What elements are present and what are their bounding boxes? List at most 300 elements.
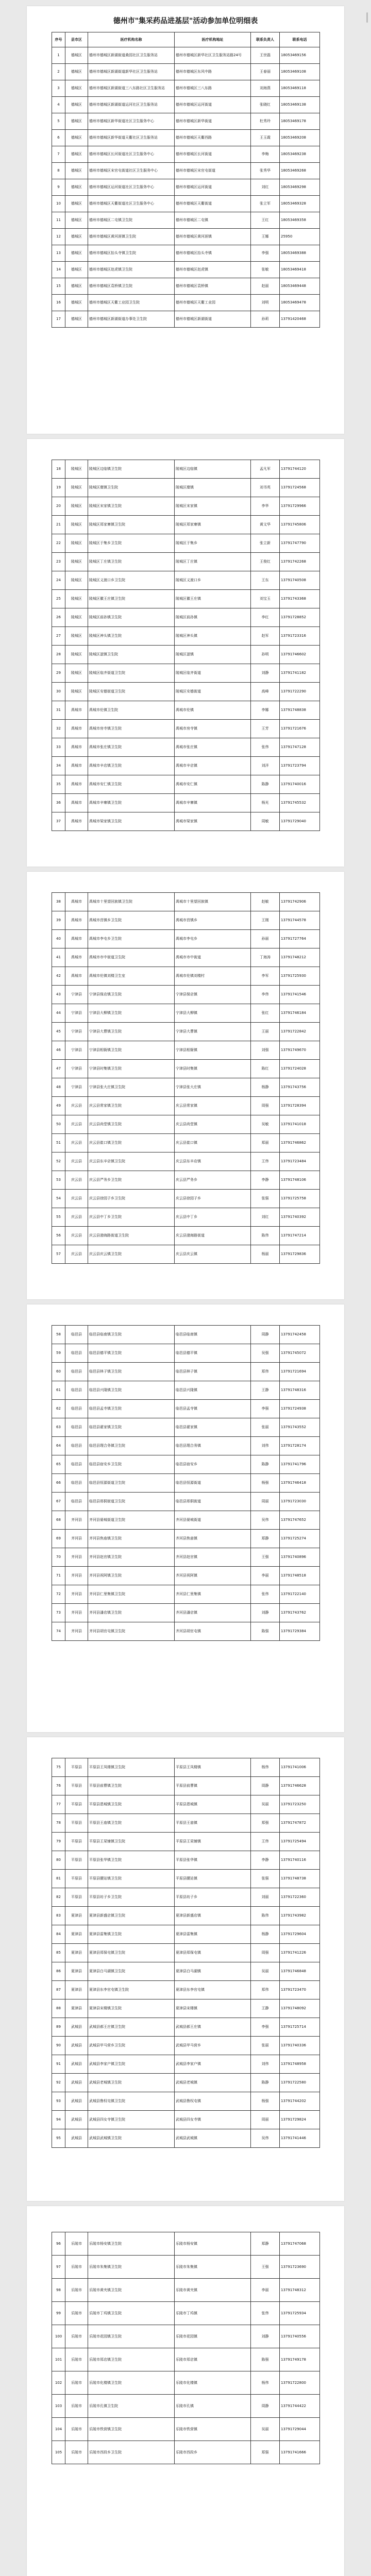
row-index: 52: [52, 1153, 65, 1171]
row-index: 100: [52, 2325, 65, 2348]
institution-name: 陵城区丁庄镇卫生院: [88, 553, 175, 571]
row-index: 54: [52, 1190, 65, 1208]
row-index: 48: [52, 1078, 65, 1097]
table-row: [52, 278, 320, 295]
contact-phone: 13791742458: [280, 1326, 320, 1344]
district: 平原县: [65, 1814, 88, 1833]
row-index: 40: [52, 930, 65, 948]
district: 德城区: [65, 113, 88, 130]
row-index: 73: [52, 1604, 65, 1622]
institution-name: 齐河县晏城街道卫生院: [88, 1511, 175, 1530]
contact-person: 周丽: [251, 1493, 280, 1511]
institution-address: 德州市德城区新华街道: [175, 113, 251, 130]
institution-name: 陵城区郑家寨镇卫生院: [88, 516, 175, 534]
institution-name: 乐陵市化楼镇卫生院: [88, 2371, 175, 2395]
table-row: [52, 1622, 320, 1641]
scrollbar-thumb[interactable]: [366, 12, 368, 23]
institution-name: 宁津县保店镇卫生院: [88, 986, 175, 1004]
table-row: [52, 646, 320, 664]
contact-person: 赵丽: [251, 278, 280, 295]
institution-name: 禹城市梁家镇卫生院: [88, 812, 175, 831]
institution-name: 庆云县东辛店镇卫生院: [88, 1153, 175, 1171]
contact-person: 张丽: [251, 2037, 280, 2055]
row-index: 87: [52, 1981, 65, 1999]
table-row: [52, 1245, 320, 1264]
contact-person: 张伟: [251, 1585, 280, 1604]
contact-phone: 13791724568: [280, 479, 320, 497]
table-row: [52, 1418, 320, 1437]
table-row: [52, 948, 320, 967]
institution-name: 德州市德城区抬头寺镇卫生院: [88, 245, 175, 262]
district: 禹城市: [65, 911, 88, 930]
contact-phone: 13791747068: [280, 2232, 320, 2256]
institution-address: 陵城区丁庄镇: [175, 553, 251, 571]
table-row: [52, 1851, 320, 1870]
contact-phone: 13791741796: [280, 1455, 320, 1474]
row-index: 85: [52, 1944, 65, 1962]
institution-address: 德州市德城区黄河涯镇: [175, 229, 251, 245]
document-page-6: [27, 2206, 344, 2576]
institution-address: 临邑县德平镇: [175, 1344, 251, 1363]
institution-address: 平原县坊子乡: [175, 1888, 251, 1907]
table-row: [52, 1400, 320, 1418]
row-index: 27: [52, 627, 65, 646]
contact-phone: 13791725274: [280, 1530, 320, 1548]
district: 乐陵市: [65, 2325, 88, 2348]
contact-phone: 13791723316: [280, 627, 320, 646]
institution-name: 德州市德城区新华街道社区卫生服务中心: [88, 113, 175, 130]
institution-address: 乐陵市黄夹镇: [175, 2279, 251, 2302]
district: 庆云县: [65, 1227, 88, 1245]
district: 临邑县: [65, 1437, 88, 1455]
table-row: [52, 311, 320, 328]
table-row: [52, 571, 320, 590]
table-row: [52, 97, 320, 113]
column-header: 县市区: [65, 32, 88, 47]
institution-name: 陵城区滋镇卫生院: [88, 646, 175, 664]
table-row: [52, 2418, 320, 2441]
district: 禹城市: [65, 757, 88, 775]
institution-address: 德州市德城区天衢工业园: [175, 295, 251, 311]
institution-address: 宁津县保店镇: [175, 986, 251, 1004]
district: 陵城区: [65, 683, 88, 701]
row-index: 81: [52, 1870, 65, 1888]
table-row: [52, 497, 320, 516]
institution-address: 德州市德城区新湖街道: [175, 311, 251, 328]
institution-address: 禹城市辛寨镇: [175, 794, 251, 812]
row-index: 49: [52, 1097, 65, 1115]
row-index: 28: [52, 646, 65, 664]
contact-person: 杨光: [251, 794, 280, 812]
contact-phone: 13791748518: [280, 1567, 320, 1585]
district: 临邑县: [65, 1418, 88, 1437]
row-index: 25: [52, 590, 65, 608]
district: 德城区: [65, 130, 88, 146]
institution-address: 禹城市房寺镇: [175, 720, 251, 738]
district: 德城区: [65, 47, 88, 64]
institution-address: 武城县老城镇: [175, 2074, 251, 2092]
table-row: [52, 2074, 320, 2092]
contact-person: 王娜: [251, 229, 280, 245]
institution-address: 平原县王杲铺镇: [175, 1833, 251, 1851]
row-index: 86: [52, 1962, 65, 1981]
institution-address: 庆云县东辛店镇: [175, 1153, 251, 1171]
institution-name: 临邑县林子镇卫生院: [88, 1363, 175, 1381]
district: 乐陵市: [65, 2232, 88, 2256]
contact-person: 陈伟: [251, 1227, 280, 1245]
table-row: [52, 460, 320, 479]
institution-address: 武城县武城镇: [175, 2129, 251, 2148]
table-row: [52, 534, 320, 553]
contact-phone: 13791420468: [280, 311, 320, 328]
table-row: [52, 1925, 320, 1944]
district: 宁津县: [65, 1023, 88, 1041]
contact-phone: 13791727764: [280, 930, 320, 948]
contact-person: 陈静: [251, 2074, 280, 2092]
institution-name: 武城县郝王庄镇卫生院: [88, 2018, 175, 2037]
row-index: 42: [52, 967, 65, 986]
contact-person: 王静: [251, 1999, 280, 2018]
district: 平原县: [65, 1777, 88, 1795]
district: 宁津县: [65, 1004, 88, 1023]
contact-person: 赵敏: [251, 893, 280, 911]
district: 武城县: [65, 2129, 88, 2148]
row-index: 65: [52, 1455, 65, 1474]
contact-person: 郑伟: [251, 1981, 280, 1999]
district: 乐陵市: [65, 2395, 88, 2418]
institution-address: 禹城市十里望回族镇: [175, 893, 251, 911]
contact-phone: 18053469388: [280, 245, 320, 262]
table-row: [52, 2302, 320, 2325]
district: 平原县: [65, 1795, 88, 1814]
row-index: 24: [52, 571, 65, 590]
row-index: 68: [52, 1511, 65, 1530]
institution-name: 德州市德城区黄河涯镇卫生院: [88, 229, 175, 245]
district: 庆云县: [65, 1097, 88, 1115]
district: 德城区: [65, 163, 88, 179]
institution-address: 乐陵市朱集镇: [175, 2256, 251, 2279]
institution-name: 禹城市李屯乡卫生院: [88, 930, 175, 948]
contact-person: 周静: [251, 1326, 280, 1344]
table-row: [52, 1870, 320, 1888]
contact-person: 吴丽: [251, 2418, 280, 2441]
participant-table-page-3: [52, 892, 320, 1264]
institution-name: 夏津县东李官屯镇卫生院: [88, 1981, 175, 1999]
table-row: [52, 1023, 320, 1041]
row-index: 61: [52, 1381, 65, 1400]
participant-table-page-2: [52, 460, 320, 831]
contact-phone: 13791747652: [280, 1511, 320, 1530]
table-row: [52, 1511, 320, 1530]
institution-name: 乐陵市孔镇卫生院: [88, 2395, 175, 2418]
institution-address: 临邑县兴隆镇: [175, 1381, 251, 1400]
contact-phone: 13791723470: [280, 1981, 320, 1999]
institution-address: 武城县甲马营乡: [175, 2037, 251, 2055]
institution-name: 禹城市莒镇乡卫生院: [88, 911, 175, 930]
contact-phone: 18053469138: [280, 97, 320, 113]
contact-person: 刘静: [251, 2325, 280, 2348]
row-index: 36: [52, 794, 65, 812]
contact-person: 郑静: [251, 1530, 280, 1548]
institution-name: 临邑县宿安乡卫生院: [88, 1455, 175, 1474]
contact-person: 杨静: [251, 1078, 280, 1097]
district: 临邑县: [65, 1363, 88, 1381]
institution-name: 禹城市房寺镇卫生院: [88, 720, 175, 738]
district: 禹城市: [65, 794, 88, 812]
contact-person: 刘洋: [251, 757, 280, 775]
document-page-4: [27, 1304, 344, 1732]
contact-person: 周敏: [251, 812, 280, 831]
institution-address: 齐河县潘店镇: [175, 1604, 251, 1622]
institution-name: 乐陵市铁营镇卫生院: [88, 2418, 175, 2441]
district: 禹城市: [65, 812, 88, 831]
district: 夏津县: [65, 1925, 88, 1944]
institution-name: 武城县武城镇卫生院: [88, 2129, 175, 2148]
institution-name: 禹城市辛店镇卫生院: [88, 757, 175, 775]
contact-phone: 18053469208: [280, 130, 320, 146]
institution-address: 陵城区前孙镇: [175, 608, 251, 627]
column-header: 联系负责人: [251, 32, 280, 47]
contact-person: 丁海涛: [251, 948, 280, 967]
table-row: [52, 720, 320, 738]
institution-address: 德州市德城区赵虎镇: [175, 262, 251, 278]
contact-phone: 18053469418: [280, 262, 320, 278]
institution-name: 陵城区糜镇卫生院: [88, 479, 175, 497]
contact-phone: 13791728394: [280, 1097, 320, 1115]
row-index: 19: [52, 479, 65, 497]
contact-person: 李静: [251, 1851, 280, 1870]
contact-phone: 13791743552: [280, 1418, 320, 1437]
contact-person: 陈强: [251, 1622, 280, 1641]
contact-phone: 13791741018: [280, 1115, 320, 1134]
contact-phone: 13791729966: [280, 497, 320, 516]
table-row: [52, 1115, 320, 1134]
row-index: 77: [52, 1795, 65, 1814]
contact-person: 刘宝玉: [251, 590, 280, 608]
row-index: 12: [52, 229, 65, 245]
institution-address: 平原县腰站镇: [175, 1870, 251, 1888]
table-row: [52, 1474, 320, 1493]
contact-person: 张强: [251, 1870, 280, 1888]
contact-person: 吴丽: [251, 1795, 280, 1814]
institution-name: 平原县坊子乡卫生院: [88, 1888, 175, 1907]
contact-person: 孙明: [251, 646, 280, 664]
table-row: [52, 701, 320, 720]
contact-person: 刘强: [251, 1041, 280, 1060]
row-index: 15: [52, 278, 65, 295]
table-row: [52, 516, 320, 534]
institution-address: 陵城区神头镇: [175, 627, 251, 646]
contact-person: 王玉霞: [251, 130, 280, 146]
table-row: [52, 2325, 320, 2348]
institution-name: 宁津县张大庄镇卫生院: [88, 1078, 175, 1097]
contact-phone: 13791744578: [280, 911, 320, 930]
district: 临邑县: [65, 1326, 88, 1344]
table-row: [52, 1208, 320, 1227]
contact-phone: 13791743756: [280, 1078, 320, 1097]
district: 乐陵市: [65, 2348, 88, 2371]
institution-address: 武城县李家户镇: [175, 2055, 251, 2074]
contact-person: 吴伟: [251, 2129, 280, 2148]
row-index: 104: [52, 2418, 65, 2441]
institution-name: 临邑县兴隆镇卫生院: [88, 1381, 175, 1400]
contact-person: 刘静: [251, 664, 280, 683]
institution-name: 临邑县邢侗街道卫生院: [88, 1493, 175, 1511]
table-row: [52, 1493, 320, 1511]
table-row: [52, 1455, 320, 1474]
contact-person: 李娜: [251, 701, 280, 720]
institution-name: 德州市德城区新湖街道新华社区卫生服务站: [88, 64, 175, 80]
table-row: [52, 1153, 320, 1171]
row-index: 103: [52, 2395, 65, 2418]
table-row: [52, 130, 320, 146]
contact-person: 孟凡军: [251, 460, 280, 479]
contact-person: 王伟: [251, 1153, 280, 1171]
institution-name: 宁津县大曹镇卫生院: [88, 1023, 175, 1041]
contact-person: 周强: [251, 1944, 280, 1962]
institution-address: 临邑县孟寺镇: [175, 1400, 251, 1418]
contact-person: 杜秀玲: [251, 113, 280, 130]
district: 平原县: [65, 1870, 88, 1888]
district: 陵城区: [65, 664, 88, 683]
table-row: [52, 1437, 320, 1455]
table-row: [52, 64, 320, 80]
table-row: [52, 212, 320, 229]
institution-address: 夏津县宋楼镇: [175, 1999, 251, 2018]
row-index: 17: [52, 311, 65, 328]
contact-phone: 13791729836: [280, 1245, 320, 1264]
institution-name: 德州市德城区天衢工业园卫生院: [88, 295, 175, 311]
contact-person: 王伟: [251, 1833, 280, 1851]
table-row: [52, 1344, 320, 1363]
institution-name: 德州市德城区长河街道社区卫生服务中心: [88, 146, 175, 163]
contact-phone: 18053469156: [280, 47, 320, 64]
institution-name: 夏津县郑保屯镇卫生院: [88, 1944, 175, 1962]
institution-name: 庆云县渤海路街道卫生院: [88, 1227, 175, 1245]
institution-name: 平原县王庙镇卫生院: [88, 1814, 175, 1833]
table-row: [52, 1326, 320, 1344]
institution-address: 庆云县渤海路街道: [175, 1227, 251, 1245]
table-row: [52, 1944, 320, 1962]
row-index: 102: [52, 2371, 65, 2395]
table-header-row: [52, 32, 320, 47]
district: 乐陵市: [65, 2279, 88, 2302]
table-row: [52, 179, 320, 196]
institution-name: 德州市德城区赵虎镇卫生院: [88, 262, 175, 278]
institution-address: 乐陵市铁营镇: [175, 2418, 251, 2441]
contact-phone: 13791749178: [280, 2348, 320, 2371]
table-row: [52, 1097, 320, 1115]
contact-phone: 13791724938: [280, 1400, 320, 1418]
table-row: [52, 1585, 320, 1604]
district: 临邑县: [65, 1493, 88, 1511]
contact-person: 张伟: [251, 2302, 280, 2325]
institution-address: 禹城市梁家镇: [175, 812, 251, 831]
table-row: [52, 608, 320, 627]
table-row: [52, 479, 320, 497]
row-index: 83: [52, 1907, 65, 1925]
contact-phone: 13791722140: [280, 1585, 320, 1604]
contact-person: 李强: [251, 2018, 280, 2037]
contact-phone: 13791746848: [280, 1962, 320, 1981]
row-index: 37: [52, 812, 65, 831]
contact-phone: 13791723484: [280, 1153, 320, 1171]
contact-person: 吴强: [251, 1344, 280, 1363]
contact-phone: 13791747872: [280, 1814, 320, 1833]
contact-person: 刘红: [251, 1208, 280, 1227]
table-row: [52, 553, 320, 571]
institution-name: 德州市德城区天衢街道社区卫生服务中心: [88, 196, 175, 212]
institution-name: 乐陵市丁坞镇卫生院: [88, 2302, 175, 2325]
row-index: 58: [52, 1326, 65, 1344]
institution-address: 临邑县理合务镇: [175, 1437, 251, 1455]
table-row: [52, 2232, 320, 2256]
institution-address: 陵城区徽王庄镇: [175, 590, 251, 608]
row-index: 9: [52, 179, 65, 196]
contact-person: 王丽: [251, 1023, 280, 1041]
contact-phone: 13791728852: [280, 608, 320, 627]
row-index: 67: [52, 1493, 65, 1511]
row-index: 29: [52, 664, 65, 683]
district: 禹城市: [65, 720, 88, 738]
institution-address: 庆云县中丁乡: [175, 1208, 251, 1227]
institution-address: 齐河县仁里集镇: [175, 1585, 251, 1604]
contact-phone: 13791740336: [280, 2037, 320, 2055]
table-row: [52, 1981, 320, 1999]
contact-phone: 18053469298: [280, 179, 320, 196]
institution-address: 武城县四女寺镇: [175, 2111, 251, 2129]
district: 平原县: [65, 1851, 88, 1870]
district: 庆云县: [65, 1171, 88, 1190]
institution-name: 乐陵市西段乡卫生院: [88, 2441, 175, 2464]
table-row: [52, 295, 320, 311]
institution-address: 庆云县尚堂镇: [175, 1115, 251, 1134]
district: 平原县: [65, 1758, 88, 1777]
row-index: 6: [52, 130, 65, 146]
contact-phone: 18053469118: [280, 80, 320, 97]
institution-address: 乐陵市花园镇: [175, 2325, 251, 2348]
institution-address: 德州市德城区运河街道: [175, 179, 251, 196]
district: 临邑县: [65, 1474, 88, 1493]
institution-address: 乐陵市郑店镇: [175, 2348, 251, 2371]
institution-address: 平原县前曹镇: [175, 1777, 251, 1795]
district: 宁津县: [65, 1078, 88, 1097]
contact-phone: 13791748212: [280, 948, 320, 967]
column-header: 医疗机构名称: [88, 32, 175, 47]
column-header: 医疗机构地址: [175, 32, 251, 47]
document-page-1: [27, 6, 344, 434]
row-index: 23: [52, 553, 65, 571]
row-index: 94: [52, 2111, 65, 2129]
row-index: 45: [52, 1023, 65, 1041]
contact-phone: 13791721676: [280, 720, 320, 738]
contact-person: 刘伟: [251, 2055, 280, 2074]
district: 禹城市: [65, 967, 88, 986]
row-index: 41: [52, 948, 65, 967]
column-header: 序号: [52, 32, 65, 47]
institution-name: 陵城区徽王庄镇卫生院: [88, 590, 175, 608]
district: 陵城区: [65, 627, 88, 646]
district: 齐河县: [65, 1622, 88, 1641]
institution-name: 临邑县恒源街道卫生院: [88, 1474, 175, 1493]
contact-phone: 13791746184: [280, 1004, 320, 1023]
institution-name: 夏津县宋楼镇卫生院: [88, 1999, 175, 2018]
district: 乐陵市: [65, 2371, 88, 2395]
contact-phone: 13791741006: [280, 1758, 320, 1777]
row-index: 5: [52, 113, 65, 130]
table-row: [52, 1814, 320, 1833]
district: 齐河县: [65, 1511, 88, 1530]
